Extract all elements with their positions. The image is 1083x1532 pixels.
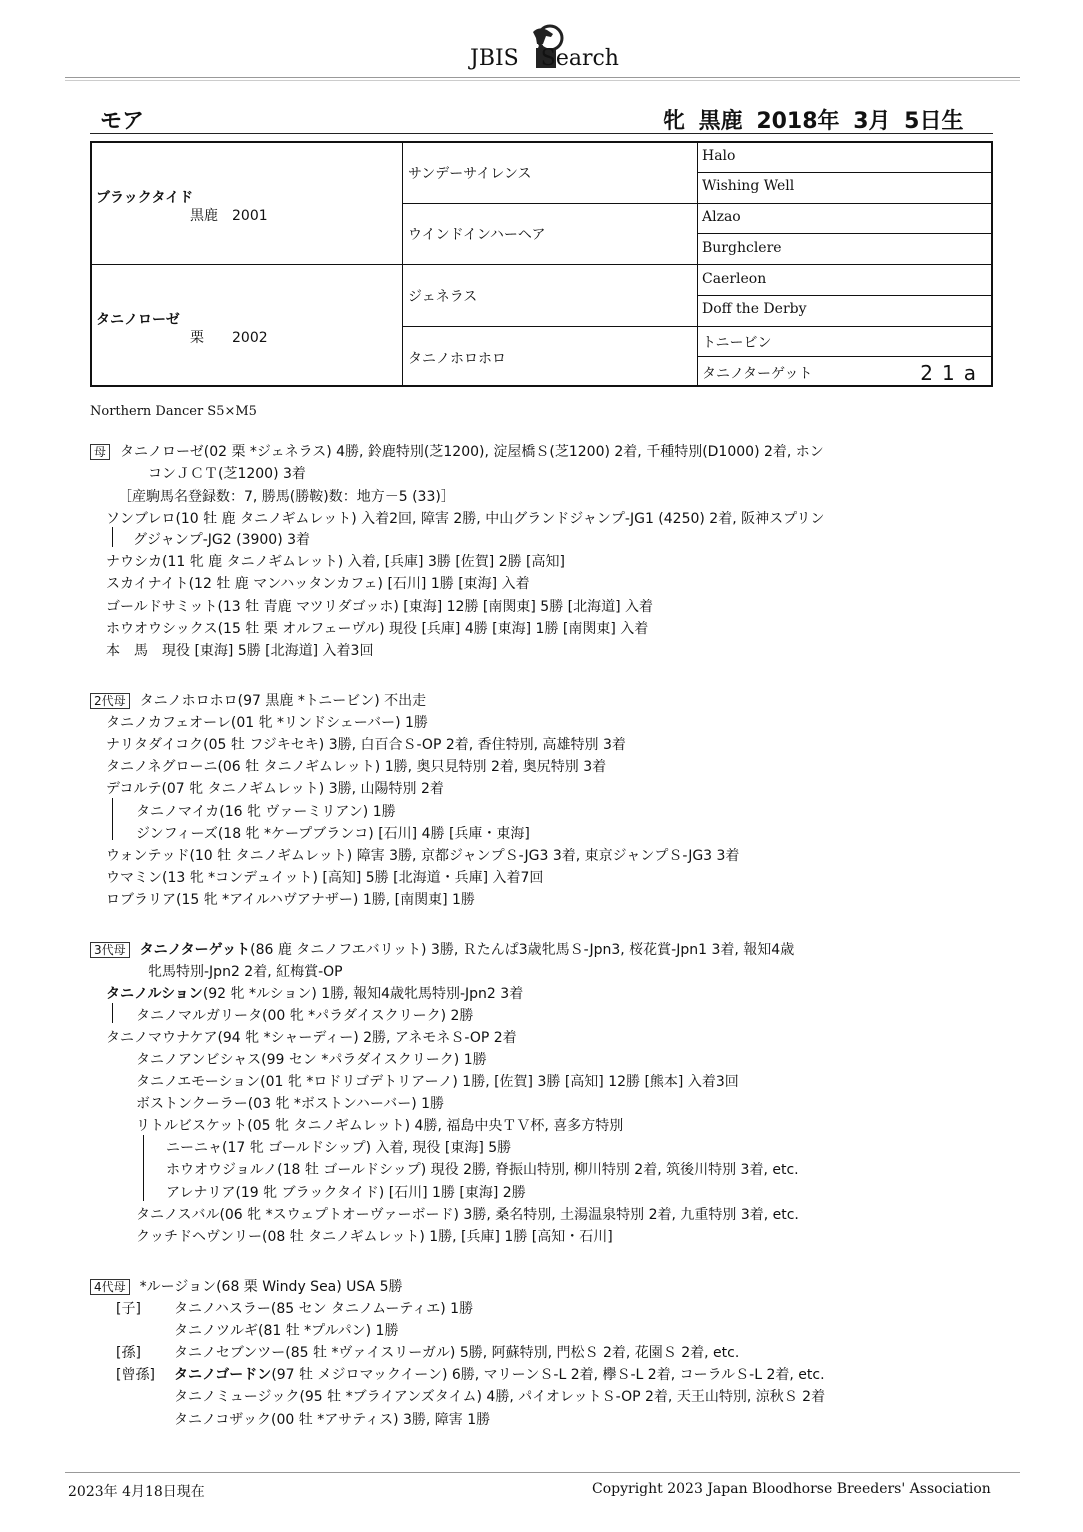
gen4-tag-child: [子] bbox=[116, 1301, 141, 1317]
gen3-8: タニノターゲット bbox=[702, 366, 813, 382]
dam-name: タニノローゼ bbox=[96, 312, 180, 328]
gen3-subrow: タニノスバル(06 牝 *スウェプトオーヴァーボード) 3勝, 桑名特別, 土湯温泉特別 2着, 九重特別 3着, etc. bbox=[136, 1207, 799, 1223]
gen3-3: Alzao bbox=[702, 209, 741, 225]
section-label-gen4: 4代母 bbox=[90, 1279, 130, 1295]
gen4-tag-grandchild: [孫] bbox=[116, 1345, 141, 1361]
gen3-subrow: リトルビスケット(05 牝 タニノギムレット) 4勝, 福島中央ＴＶ杯, 喜多方特別 bbox=[136, 1118, 624, 1134]
gen2-row: ロブラリア(15 牝 *アイルハヴアナザー) 1勝, [南関東] 1勝 bbox=[106, 892, 475, 908]
title-underline bbox=[90, 133, 993, 134]
gen2-sire-dam: ウインドインハーヘア bbox=[408, 227, 546, 243]
gen2-sire-sire: サンデーサイレンス bbox=[408, 166, 532, 182]
gen2-row: デコルテ(07 牝 タニノギムレット) 3勝, 山陽特別 2着 bbox=[106, 781, 444, 797]
logo-text bbox=[470, 46, 619, 71]
gen3-subsubrow: アレナリア(19 牝 ブラックタイド) [石川] 1勝 [東海] 2勝 bbox=[166, 1185, 526, 1201]
dam-offspring-row-self: 本 馬 現役 [東海] 5勝 [北海道] 入着3回 bbox=[106, 643, 374, 659]
section-label-dam: 母 bbox=[90, 444, 110, 460]
dam-section-line-1: コンＪＣＴ(芝1200) 3着 bbox=[148, 466, 306, 482]
dam-offspring-row-cont: グジャンプ-JG2 (3900) 3着 bbox=[133, 532, 311, 548]
footer-divider bbox=[65, 1472, 1020, 1473]
dam-offspring-row: ナウシカ(11 牝 鹿 タニノギムレット) 入着, [兵庫] 3勝 [佐賀] 2勝 [高知] bbox=[106, 554, 565, 570]
gen4-row: タニノツルギ(81 牡 *プルパン) 1勝 bbox=[174, 1323, 399, 1339]
gen3-row: タニノマウナケア(94 牝 *シャーディー) 2勝, アネモネＳ-OP 2着 bbox=[106, 1030, 517, 1046]
gen3-subsubrow: ニーニャ(17 牝 ゴールドシップ) 入着, 現役 [東海] 5勝 bbox=[166, 1140, 512, 1156]
logo-jbis: JBIS bbox=[470, 46, 519, 71]
gen3-line-cont: 牝馬特別-Jpn2 2着, 紅梅賞-OP bbox=[148, 964, 343, 980]
gen3-subrow: クッチドヘヴンリー(08 牡 タニノギムレット) 1勝, [兵庫] 1勝 [高知・石川] bbox=[136, 1229, 613, 1245]
horse-info: 牝 黒鹿 2018年 3月 5日生 bbox=[663, 109, 964, 134]
gen4-section-line-0: 4代母 *ルージョン(68 栗 Windy Sea) USA 5勝 bbox=[90, 1276, 403, 1296]
sire-name: ブラックタイド bbox=[96, 190, 194, 206]
horse-name: モア bbox=[100, 109, 145, 134]
header-divider-2 bbox=[65, 80, 1020, 81]
gen3-2: Wishing Well bbox=[702, 178, 795, 194]
dam-offspring-row: ゴールドサミット(13 牡 青鹿 マツリダゴッホ) [東海] 12勝 [南関東] 5勝 [北海道] 入着 bbox=[106, 599, 654, 615]
dam-detail: 栗 2002 bbox=[190, 330, 268, 346]
gen4-tag-greatgrandchild: [曾孫] bbox=[116, 1367, 155, 1383]
gen2-subrow: ジンフィーズ(18 牝 *ケープブランコ) [石川] 4勝 [兵庫・東海] bbox=[136, 826, 530, 842]
gen3-7: トニービン bbox=[702, 335, 772, 351]
gen3-subrow: ボストンクーラー(03 牝 *ボストンハーバー) 1勝 bbox=[136, 1096, 445, 1112]
section-label-gen3: 3代母 bbox=[90, 942, 130, 958]
footer-date: 2023年 4月18日現在 bbox=[68, 1484, 205, 1500]
inbreeding-note: Northern Dancer S5×M5 bbox=[90, 404, 257, 419]
logo-search: Search bbox=[540, 46, 619, 71]
gen2-dam-sire: ジェネラス bbox=[408, 289, 478, 305]
gen3-subrow: タニノアンビシャス(99 セン *パラダイスクリーク) 1勝 bbox=[136, 1052, 487, 1068]
gen3-5: Caerleon bbox=[702, 271, 767, 287]
family-number: 21a bbox=[920, 361, 985, 385]
gen4-row: タニノセブンツー(85 牡 *ヴァイスリーガル) 5勝, 阿蘇特別, 門松Ｓ 2着, 花園Ｓ 2着, etc. bbox=[174, 1345, 740, 1361]
gen3-4: Burghclere bbox=[702, 240, 782, 256]
header-divider bbox=[65, 77, 1020, 78]
gen2-row: タニノカフェオーレ(01 牝 *リンドシェーバー) 1勝 bbox=[106, 715, 428, 731]
gen3-subrow: タニノエモーション(01 牝 *ロドリゴデトリアーノ) 1勝, [佐賀] 3勝 [高知] 12勝 [熊本] 入着3回 bbox=[136, 1074, 739, 1090]
pedigree-table bbox=[90, 141, 993, 387]
gen4-row: タニノコザック(00 牡 *アサティス) 3勝, 障害 1勝 bbox=[174, 1412, 491, 1428]
gen4-row: タニノハスラー(85 セン タニノムーティエ) 1勝 bbox=[174, 1301, 474, 1317]
gen2-dam-dam: タニノホロホロ bbox=[408, 351, 506, 367]
gen4-row: タニノゴードン(97 牡 メジロマックイーン) 6勝, マリーンＳ-L 2着, 欅Ｓ-L 2着, コーラルＳ-L 2着, etc. bbox=[174, 1367, 825, 1383]
gen3-subsubrow: ホウオウジョルノ(18 牡 ゴールドシップ) 現役 2勝, 脊振山特別, 柳川特別 2着, 筑後川特別 3着, etc. bbox=[166, 1162, 799, 1178]
gen2-section-line-0: 2代母 タニノホロホロ(97 黒鹿 *トニービン) 不出走 bbox=[90, 690, 426, 710]
gen3-row: タニノルション(92 牝 *ルション) 1勝, 報知4歳牝馬特別-Jpn2 3着 bbox=[106, 986, 524, 1002]
gen3-1: Halo bbox=[702, 148, 736, 164]
gen2-row: タニノネグローニ(06 牡 タニノギムレット) 1勝, 奥只見特別 2着, 奥尻特別 3着 bbox=[106, 759, 607, 775]
gen2-row: ナリタダイコク(05 牡 フジキセキ) 3勝, 白百合Ｓ-OP 2着, 香住特別, 高雄特別 3着 bbox=[106, 737, 626, 753]
gen3-subrow: タニノマルガリータ(00 牝 *パラダイスクリーク) 2勝 bbox=[136, 1008, 474, 1024]
footer-copyright: Copyright 2023 Japan Bloodhorse Breeders' Association bbox=[592, 1481, 991, 1497]
gen2-subrow: タニノマイカ(16 牝 ヴァーミリアン) 1勝 bbox=[136, 804, 396, 820]
gen2-row: ウォンテッド(10 牡 タニノギムレット) 障害 3勝, 京都ジャンプＳ-JG3 3着, 東京ジャンプＳ-JG3 3着 bbox=[106, 848, 740, 864]
dam-offspring-summary: ［産駒馬名登録数：7, 勝馬(勝鞍)数：地方－5 (33)］ bbox=[118, 489, 455, 505]
gen2-row: ウマミン(13 牝 *コンデュイット) [高知] 5勝 [北海道・兵庫] 入着7回 bbox=[106, 870, 544, 886]
dam-section-line-0: 母 タニノローゼ(02 栗 *ジェネラス) 4勝, 鈴鹿特別(芝1200), 淀屋橋Ｓ(芝1200) 2着, 千種特別(D1000) 2着, ホン bbox=[90, 441, 824, 461]
gen4-row: タニノミュージック(95 牡 *ブライアンズタイム) 4勝, パイオレットＳ-OP 2着, 天王山特別, 涼秋Ｓ 2着 bbox=[174, 1389, 826, 1405]
dam-offspring-row: ソンブレロ(10 牡 鹿 タニノギムレット) 入着2回, 障害 2勝, 中山グランドジャンプ-JG1 (4250) 2着, 阪神スプリン bbox=[106, 511, 825, 527]
dam-offspring-row: ホウオウシックス(15 牡 栗 オルフェーヴル) 現役 [兵庫] 4勝 [東海] 1勝 [南関東] 入着 bbox=[106, 621, 649, 637]
gen3-6: Doff the Derby bbox=[702, 301, 807, 317]
dam-offspring-row: スカイナイト(12 牡 鹿 マンハッタンカフェ) [石川] 1勝 [東海] 入着 bbox=[106, 576, 530, 592]
jbis-search-logo bbox=[470, 18, 640, 76]
section-label-gen2: 2代母 bbox=[90, 693, 130, 709]
sire-detail: 黒鹿 2001 bbox=[190, 208, 268, 224]
gen3-section-line-0: 3代母 タニノターゲット(86 鹿 タニノフエバリット) 3勝, Ｒたんぱ3歳牝馬Ｓ-Jpn3, 桜花賞-Jpn1 3着, 報知4歳 bbox=[90, 939, 794, 959]
